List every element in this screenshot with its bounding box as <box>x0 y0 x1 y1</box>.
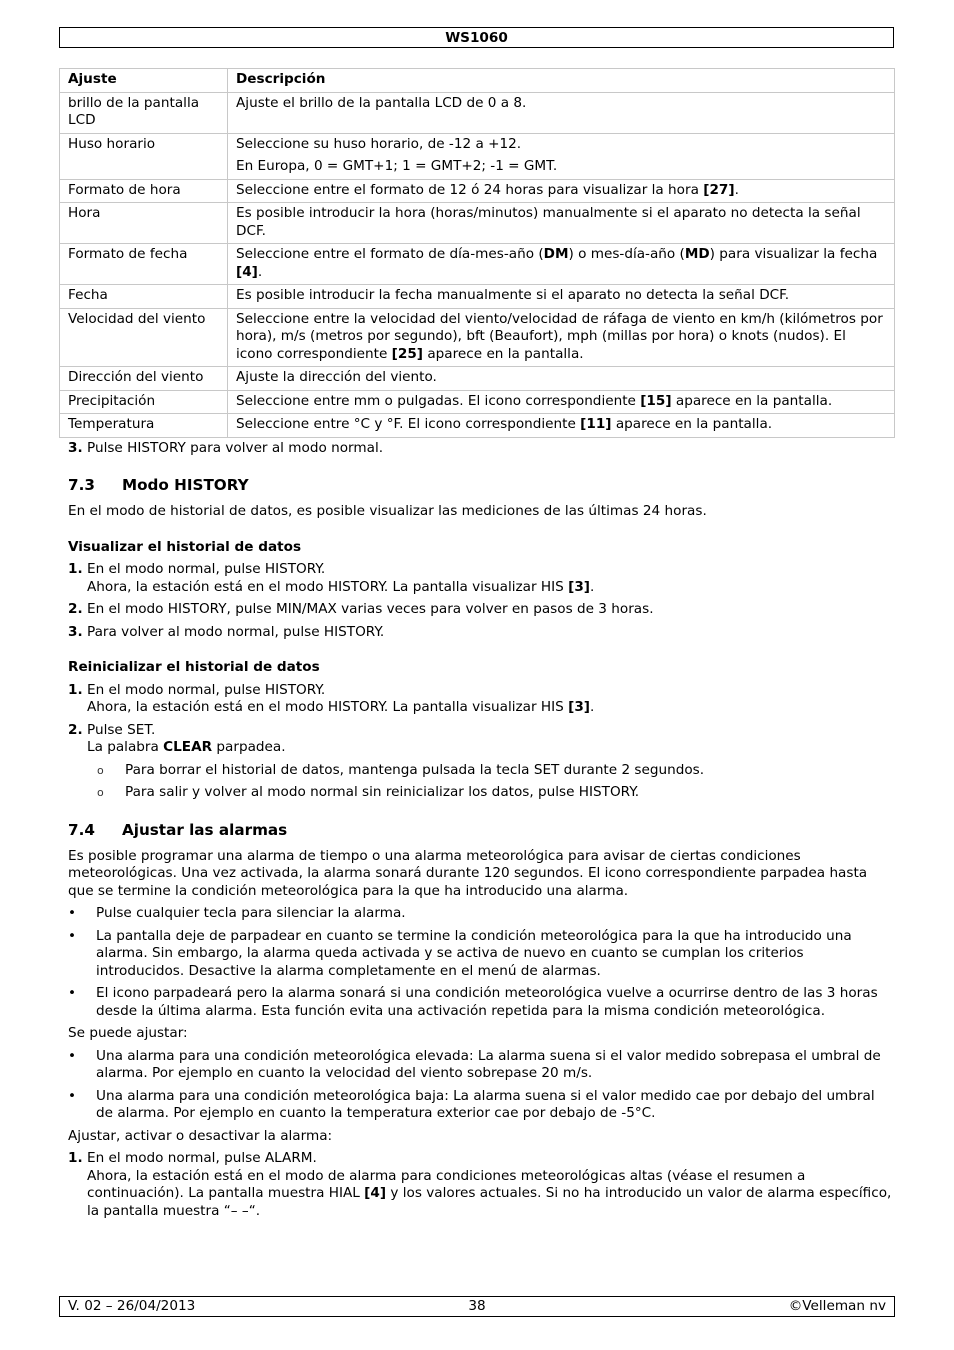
footer-page-number: 38 <box>468 1298 486 1314</box>
step-text: En el modo normal, pulse ALARM. <box>87 1150 317 1166</box>
step-text-part: Ahora, la estación está en el modo HISTORY. La pantalla visualizar HIS <box>87 699 569 715</box>
section-intro: Es posible programar una alarma de tiempo o una alarma meteorológica para avisar de ciertas condiciones meteorológicas. Una vez activada, la alarma sonará durante 120 segundos. El icono correspondiente parpadea hasta que se termine la condición meteorológica para la que ha introducido una alarma. <box>68 847 868 899</box>
step-item <box>59 440 895 458</box>
step-number: 1. <box>68 1150 83 1166</box>
header-title: WS1060 <box>445 30 508 46</box>
step-text-part: . <box>590 699 595 715</box>
description-text: ) para visualizar la fecha <box>709 246 878 262</box>
step-text: En el modo normal, pulse HISTORY. <box>87 561 326 577</box>
description-cell: Es posible introducir la hora (horas/minutos) manualmente si el aparato no detecta la señal DCF. <box>228 203 895 244</box>
table-row <box>60 308 895 367</box>
table-row <box>60 92 895 133</box>
icon-reference: [4] <box>364 1185 387 1201</box>
footer-version: V. 02 – 26/04/2013 <box>68 1298 196 1314</box>
bullet-text: El icono parpadeará pero la alarma sonará si una condición meteorológica vuelve a ocurrirse dentro de las 3 horas desde la última alarma. Esta función evita una activación repetida para la misma condición meteorológica. <box>96 985 878 1019</box>
description-text: aparece en la pantalla. <box>671 392 833 409</box>
description-cell: Ajuste la dirección del viento. <box>228 367 895 391</box>
step-text <box>87 579 895 597</box>
step-text: Pulse SET. <box>87 721 156 738</box>
icon-reference: [4] <box>236 263 258 280</box>
column-header-setting: Ajuste <box>60 69 228 93</box>
section-title: Ajustar las alarmas <box>122 820 288 839</box>
step-text <box>87 699 895 717</box>
icon-reference: [3] <box>568 578 590 595</box>
setting-cell: Temperatura <box>60 414 228 438</box>
step-text: En el modo HISTORY, pulse MIN/MAX varias veces para volver en pasos de 3 horas. <box>87 601 654 617</box>
setting-cell: Hora <box>60 203 228 244</box>
section-intro: En el modo de historial de datos, es posible visualizar las mediciones de las últimas 24 horas. <box>68 503 707 519</box>
description-text: . <box>257 263 263 280</box>
subheading-reset-history: Reinicializar el historial de datos <box>68 659 320 675</box>
step-number: 3. <box>68 439 83 456</box>
bullet-text: La pantalla deje de parpadear en cuanto se termine la condición meteorológica para la que ha introducido una alarma. Sin embargo, la alarma queda activada y se activa de nuevo en cuanto se cumplan los criterios introducidos. Desactive la alarma completamente en el menú de alarmas. <box>96 927 852 979</box>
description-text: Seleccione entre el formato de 12 ó 24 horas para visualizar la hora <box>236 181 704 198</box>
section-number: 7.3 <box>68 476 95 494</box>
step-text-part: La palabra <box>87 739 164 755</box>
table-row <box>60 179 895 203</box>
description-cell <box>228 133 895 179</box>
bullet-item <box>59 928 895 981</box>
setting-cell: Formato de fecha <box>60 244 228 285</box>
step-text-part: . <box>590 578 595 595</box>
format-code: MD <box>684 246 710 262</box>
setting-cell: Precipitación <box>60 390 228 414</box>
step-text-part: Ahora, la estación está en el modo HISTORY. La pantalla visualizar HIS <box>87 578 569 595</box>
description-text: Seleccione entre el formato de día-mes-año ( <box>236 246 544 262</box>
description-text: aparece en la pantalla. <box>423 345 584 362</box>
step-item <box>59 722 895 757</box>
table-row <box>60 285 895 309</box>
step-item <box>59 1150 895 1220</box>
bullet-icon: • <box>68 1047 77 1064</box>
sub-item <box>59 784 895 802</box>
setting-cell: Formato de hora <box>60 179 228 203</box>
circle-bullet-icon: o <box>97 786 104 799</box>
description-text: ) o mes-día-año ( <box>568 246 685 262</box>
document-footer <box>59 1296 895 1317</box>
step-text: Para volver al modo normal, pulse HISTORY. <box>87 623 385 640</box>
description-text: Seleccione entre la velocidad del viento/velocidad de ráfaga de viento en km/h (kilómetros por hora), m/s (metros por segundo), bft (Beaufort), mph (millas por hora) o knots (nudos). El icono correspondiente <box>236 310 883 362</box>
circle-bullet-icon: o <box>97 763 104 777</box>
step-text: Pulse HISTORY para volver al modo normal. <box>87 439 384 456</box>
section-title: Modo HISTORY <box>122 476 249 494</box>
document-header <box>59 27 894 48</box>
description-text: Seleccione entre °C y °F. El icono correspondiente <box>236 416 581 432</box>
setting-cell: Dirección del viento <box>60 367 228 391</box>
description-cell <box>228 179 895 203</box>
setting-cell: brillo de la pantalla LCD <box>60 92 228 133</box>
description-line: Seleccione su huso horario, de -12 a +12. <box>236 135 522 152</box>
subheading-view-history: Visualizar el historial de datos <box>68 538 302 555</box>
step-item <box>59 682 895 717</box>
setting-cell: Huso horario <box>60 133 228 179</box>
bullet-icon: • <box>68 985 77 1001</box>
description-cell <box>228 308 895 367</box>
settings-table <box>59 68 895 438</box>
step-number: 2. <box>68 721 83 738</box>
icon-reference: [15] <box>640 392 672 409</box>
description-cell <box>228 414 895 438</box>
setting-cell: Fecha <box>60 285 228 309</box>
table-row <box>60 414 895 438</box>
step-item <box>59 601 895 619</box>
step-text: En el modo normal, pulse HISTORY. <box>87 681 326 698</box>
step-item <box>59 561 895 596</box>
clear-word: CLEAR <box>163 739 213 755</box>
bullet-item <box>59 1088 895 1123</box>
section-number: 7.4 <box>68 820 95 839</box>
description-text: . <box>734 181 739 198</box>
bullet-item <box>59 905 895 923</box>
bullet-text: Una alarma para una condición meteorológica elevada: La alarma suena si el valor medido sobrepasa el umbral de alarma. Por ejemplo en cuanto la velocidad del viento sobrepase 20 m/s. <box>96 1047 881 1081</box>
page-content <box>59 68 895 1220</box>
icon-reference: [27] <box>703 181 735 198</box>
description-cell: Es posible introducir la fecha manualmente si el aparato no detecta la señal DCF. <box>228 285 895 309</box>
table-header-row <box>60 69 895 93</box>
step-text-part: y los valores actuales. Si no ha introducido un valor de alarma específico, la pantalla muestra “– –“. <box>87 1185 892 1219</box>
description-cell: Ajuste el brillo de la pantalla LCD de 0 a 8. <box>228 92 895 133</box>
description-line: En Europa, 0 = GMT+1; 1 = GMT+2; -1 = GMT. <box>236 158 558 174</box>
section-heading-7-4 <box>59 820 895 840</box>
step-text <box>87 1168 895 1221</box>
footer-copyright: ©Velleman nv <box>788 1298 886 1314</box>
table-row <box>60 244 895 285</box>
column-header-description: Descripción <box>228 69 895 93</box>
setting-cell: Velocidad del viento <box>60 308 228 367</box>
bullet-icon: • <box>68 927 77 944</box>
step-text-part: Ahora, la estación está en el modo de alarma para condiciones meteorológicas altas (véase el resumen a continuación). La pantalla muestra HIAL <box>87 1167 806 1201</box>
bullet-item <box>59 985 895 1020</box>
step-number: 3. <box>68 623 83 640</box>
bullet-text: Pulse cualquier tecla para silenciar la alarma. <box>96 905 406 921</box>
step-item <box>59 624 895 642</box>
icon-reference: [25] <box>391 345 424 362</box>
bullet-icon: • <box>68 1087 77 1104</box>
description-text: aparece en la pantalla. <box>611 416 773 432</box>
format-code: DM <box>543 246 569 262</box>
description-cell <box>228 390 895 414</box>
description-text: Seleccione entre mm o pulgadas. El icono correspondiente <box>236 392 641 409</box>
bullet-item <box>59 1048 895 1083</box>
step-number: 2. <box>68 601 83 617</box>
step-text <box>87 739 895 757</box>
table-row <box>60 367 895 391</box>
icon-reference: [3] <box>568 699 590 715</box>
body-text: Ajustar, activar o desactivar la alarma: <box>68 1127 333 1144</box>
step-text-part: parpadea. <box>212 739 286 755</box>
bullet-text: Una alarma para una condición meteorológica baja: La alarma suena si el valor medido cae por debajo del umbral de alarma. Por ejemplo en cuanto la temperatura exterior cae por debajo de -5°C. <box>96 1087 875 1121</box>
table-row <box>60 133 895 179</box>
sub-item-text: Para salir y volver al modo normal sin reinicializar los datos, pulse HISTORY. <box>125 784 640 800</box>
sub-item <box>59 762 895 780</box>
table-row <box>60 203 895 244</box>
icon-reference: [11] <box>580 416 612 432</box>
sub-item-text: Para borrar el historial de datos, mantenga pulsada la tecla SET durante 2 segundos. <box>125 761 705 778</box>
step-number: 1. <box>68 681 83 698</box>
description-cell <box>228 244 895 285</box>
body-text: Se puede ajustar: <box>68 1025 188 1041</box>
table-row <box>60 390 895 414</box>
bullet-icon: • <box>68 905 77 921</box>
section-heading-7-3 <box>59 475 895 495</box>
step-number: 1. <box>68 561 83 577</box>
